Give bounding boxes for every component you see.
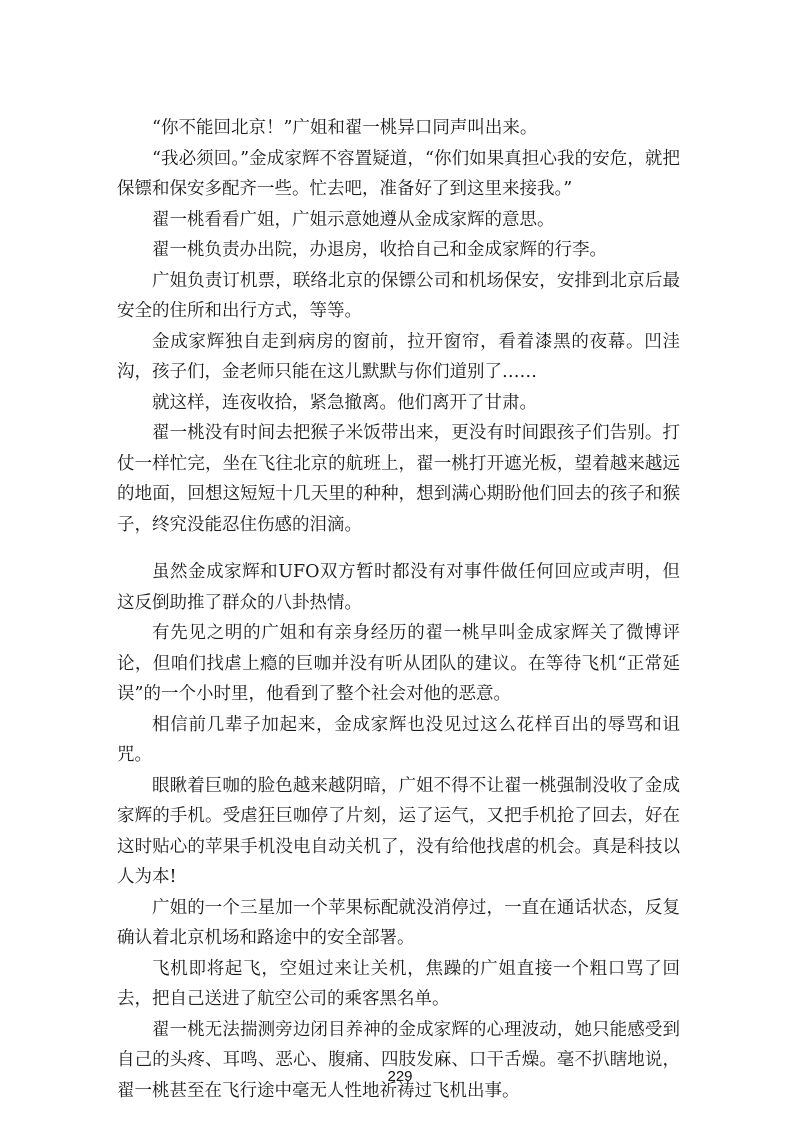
paragraph: 翟一桃看看广姐，广姐示意她遵从金成家辉的意思。 xyxy=(152,209,555,230)
paragraph: 金成家辉独自走到病房的窗前，拉开窗帘，看着漆黑的夜幕。凹洼沟，孩子们，金老师只能在这儿默默与你们道别了…… xyxy=(117,331,680,382)
paragraph: 翟一桃无法揣测旁边闭目养神的金成家辉的心理波动，她只能感受到自己的头疼、耳鸣、恶心、腹痛、四肢发麻、口干舌燥。毫不扒瞎地说，翟一桃甚至在飞行途中毫无人性地祈祷过飞机出事。 xyxy=(117,1019,680,1101)
paragraph: 翟一桃负责办出院，办退房，收拾自己和金成家辉的行李。 xyxy=(152,240,607,260)
paragraph: 广姐的一个三星加一个苹果标配就没消停过，一直在通话状态，反复确认着北京机场和路途中的安全部署。 xyxy=(117,897,680,948)
paragraph: 广姐负责订机票，联络北京的保镖公司和机场保安，安排到北京后最安全的住所和出行方式，等等。 xyxy=(117,270,680,321)
paragraph: 相信前几辈子加起来，金成家辉也没见过这么花样百出的辱骂和诅咒。 xyxy=(117,714,680,765)
paragraph: 飞机即将起飞，空姐过来让关机，焦躁的广姐直接一个粗口骂了回去，把自己送进了航空公司的乘客黑名单。 xyxy=(117,958,680,1009)
paragraph: 就这样，连夜收拾，紧急撤离。他们离开了甘肃。 xyxy=(152,392,537,413)
paragraph: “我必须回。”金成家辉不容置疑道，“你们如果真担心我的安危，就把保镖和保安多配齐一些。忙去吧，准备好了到这里来接我。” xyxy=(117,148,680,199)
page-number: 229 xyxy=(387,1068,413,1085)
paragraph: 眼瞅着巨咖的脸色越来越阴暗，广姐不得不让翟一桃强制没收了金成家辉的手机。受虐狂巨咖停了片刻，运了运气，又把手机抢了回去，好在这时贴心的苹果手机没电自动关机了，没有给他找虐的机会。真是科技以人为本! xyxy=(117,775,680,887)
paragraph: 翟一桃没有时间去把猴子米饭带出来，更没有时间跟孩子们告别。打仗一样忙完，坐在飞往北京的航班上，翟一桃打开遮光板，望着越来越远的地面，回想这短短十几天里的种种，想到满心期盼他们回去的孩子和猴子，终究没能忍住伤感的泪滴。 xyxy=(117,423,680,535)
text-section-2 xyxy=(117,557,680,1106)
paragraph: 有先见之明的广姐和有亲身经历的翟一桃早叫金成家辉关了微博评论，但咱们找虐上瘾的巨咖并没有听从团队的建议。在等待飞机“正常延误”的一个小时里，他看到了整个社会对他的恶意。 xyxy=(117,623,680,704)
text-section-1 xyxy=(117,113,680,540)
paragraph: “你不能回北京！”广姐和翟一桃异口同声叫出来。 xyxy=(152,118,538,138)
paragraph: 虽然金成家辉和UFO双方暂时都没有对事件做任何回应或声明，但这反倒助推了群众的八卦热情。 xyxy=(117,562,680,613)
